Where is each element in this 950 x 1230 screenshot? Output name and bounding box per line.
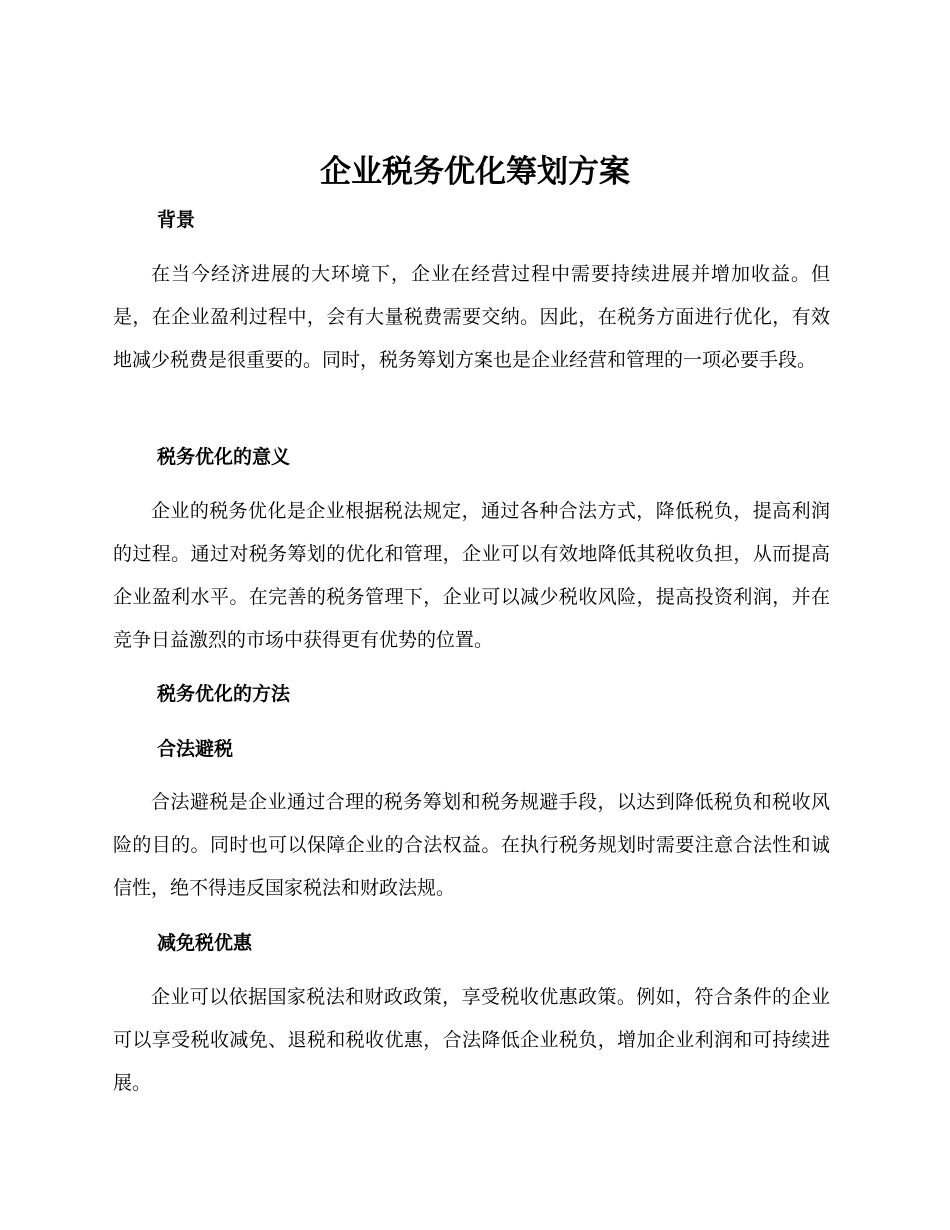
section-heading-methods: 税务优化的方法 (157, 683, 291, 705)
paragraph-tax-relief: 企业可以依据国家税法和财政政策，享受税收优惠政策。例如，符合条件的企业可以享受税收减免、退税和税收优惠，合法降低企业税负，增加企业利润和可持续进展。 (113, 986, 830, 1094)
paragraph-background: 在当今经济进展的大环境下，企业在经营过程中需要持续进展并增加收益。但是，在企业盈利过程中，会有大量税费需要交纳。因此，在税务方面进行优化，有效地减少税费是很重要的。同时，税务筹划方案也是企业经营和管理的一项必要手段。 (113, 263, 830, 371)
section-heading-tax-relief: 减免税优惠 (157, 932, 253, 954)
section-heading-legal-tax-avoidance: 合法避税 (157, 738, 234, 760)
document-title: 企业税务优化筹划方案 (320, 154, 630, 190)
section-heading-significance: 税务优化的意义 (157, 446, 291, 468)
section-heading-background: 背景 (157, 209, 196, 231)
paragraph-significance: 企业的税务优化是企业根据税法规定，通过各种合法方式，降低税负，提高利润的过程。通过对税务筹划的优化和管理，企业可以有效地降低其税收负担，从而提高企业盈利水平。在完善的税务管理下，企业可以减少税收风险，提高投资利润，并在竞争日益激烈的市场中获得更有优势的位置。 (113, 500, 830, 651)
paragraph-legal-tax-avoidance: 合法避税是企业通过合理的税务筹划和税务规避手段，以达到降低税负和税收风险的目的。同时也可以保障企业的合法权益。在执行税务规划时需要注意合法性和诚信性，绝不得违反国家税法和财政法规。 (113, 791, 830, 899)
